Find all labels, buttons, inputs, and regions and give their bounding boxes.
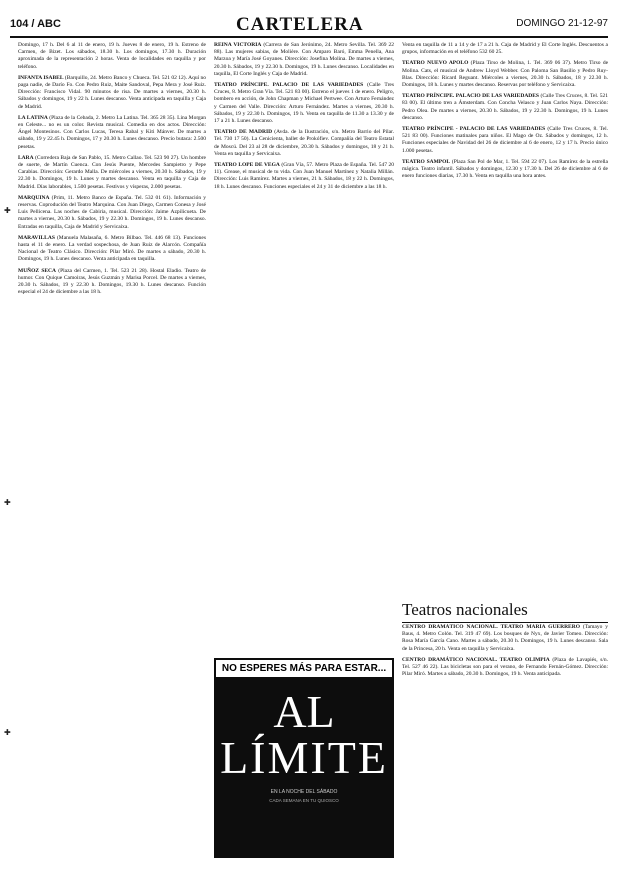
listing-entry: [402, 159, 608, 181]
listing-entry: [214, 129, 394, 158]
crop-mark: ✚: [4, 206, 11, 215]
section-heading-national-theatres: Teatros nacionales: [402, 600, 608, 623]
listing-entry: [402, 60, 608, 89]
ad-headline-word-2: LÍMITE: [220, 732, 388, 783]
venue-name: TEATRO LOPE DE VEGA: [214, 162, 280, 169]
venue-details: (Plaza San Pol de Mar, 1. Tel. 594 22 07). Los Ramírez de la estrella mágica. Teatro infantil. Sábados y domingos, 12.30 y 17.30 h. Del 26 de diciembre al 6 de enero funciones diarias, 17.30 h. Venta en taquilla una hora antes.: [402, 158, 608, 180]
crop-mark: ✚: [4, 728, 11, 737]
venue-details: (Tamayo y Baus, 4. Metro Colón. Tel. 319 47 69). Los bosques de Nyx, de Javier Tomeo. Dirección: Rosa María García Cano. Martes a sábado, 20.30 h. Domingos, 19 h. Lunes descanso. Sala de la Princesa, 20 h. Venta en taquilla y Servicaixa.: [402, 624, 608, 652]
venue-name: TEATRO PRÍNCIPE. PALACIO DE LAS VARIEDADES: [402, 93, 539, 100]
venue-details: (Carrera de San Jerónimo, 24. Metro Sevilla. Tel. 369 22 88). Las mujeres sabias, de Molière. Con Amparo Baró, Emma Penella, Ana Marzoa y María José Goyanes. Dirección: Josefina Molina. De martes a viernes, 20.30 h. Sábados, 19 y 22.30 h. Domingos, 19 h. Lunes descanso. Localidades en taquilla, El Corte Inglés y Caja de Madrid.: [214, 42, 394, 77]
listing-entry: [402, 624, 608, 653]
listing-entry: [214, 42, 394, 78]
listing-entry: [18, 195, 206, 231]
ad-footer: CADA SEMANA EN TU QUIOSCO: [269, 798, 339, 803]
venue-details: (Plaza del Carmen, 1. Tel. 523 21 28). Hostal Eladio. Teatro de humor. Con Quique Camoiras, Jesús Guzmán y Marisa Porcel. De martes a viernes, 20.30 h. Sábados, 19 y 22.30 h. Domingos, 19.30 h. Lunes descanso. Función especial el 24 de diciembre a las 18 h.: [18, 267, 206, 296]
listing-entry: [18, 75, 206, 111]
crop-mark: ✚: [4, 498, 11, 507]
venue-name: TEATRO PRÍNCIPE - PALACIO DE LAS VARIEDADES: [402, 126, 546, 133]
listing-entry: [18, 235, 206, 264]
venue-name: TEATRO NUEVO APOLO: [402, 60, 469, 67]
venue-details: Domingo, 17 h. Del 6 al 11 de enero, 19 h. Jueves 8 de enero, 19 h. Estreno de Carmen, de Bizet. Los sábados, 18.30 h. Los domingos, 17.30 h. Duración aproximada de la representación 2 horas. Venta de localidades en taquilla y por teléfono.: [18, 42, 206, 70]
venue-name: MUÑOZ SECA: [18, 267, 56, 274]
venue-details: (Prim, 11. Metro Banco de España. Tel. 532 01 61). Información y reservas. Coprodución del Teatro Marquina. Con Juan Diego, Carmen Conesa y José Luis Pellicena. Las noches de Cabiria, musical. Dirección: Jaime Azpilicueta. De martes a viernes, 20.30 h. Sábados, 19 y 22.30 h. Domingos, 19 h. Lunes descanso. Entradas en taquilla, Caja de Madrid y Servicaixa.: [18, 194, 206, 230]
venue-details: (Calle Tres Cruces, 8. Tel. 521 83 00). Funciones matinales para niños. El Mago de Oz. Sábados y domingos, 12 h. Funciones especiales de Navidad del 26 de diciembre al 6 de enero, 12 y 17 h. Precio único 1.000 pesetas.: [402, 126, 608, 154]
venue-details: (Corredera Baja de San Pablo, 15. Metro Callao. Tel. 523 90 27). Un hombre de suerte, de Martín Cuenca. Con Jesús Puente, Mercedes Sampietro y Pepe Carabias. Dirección: Gerardo Malla. De miércoles a viernes, 20.30 h. Sábados, 19 y 22.30 h. Domingos, 19 h. Lunes y martes descanso. Venta en taquilla y Caja de Madrid. Días laborables, 1.500 pesetas. Festivos y vísperas, 2.000 pesetas.: [18, 154, 206, 190]
venue-name: REINA VICTORIA: [214, 42, 262, 48]
venue-name: MARAVILLAS: [18, 234, 55, 241]
listing-column-2: [214, 42, 394, 650]
venue-details: (Plaza de la Cebada, 2. Metro La Latina. Tel. 365 28 35). Lina Morgan en Celeste... no es un color. Revista musical. Comedia en dos actos. Dirección: Ángel Montesinos. Con Carlos Lucas, Teresa Rabal y Kiti Mánver. De martes a sábado, 19 y 22.45 h. Domingos, 17 y 20.30 h. Lunes descanso. Precio butaca: 2.500 pesetas.: [18, 114, 206, 150]
listing-entry: [18, 268, 206, 297]
listing-entry: [18, 155, 206, 191]
listing-column-1: [18, 42, 206, 858]
issue-date: DOMINGO 21-12-97: [516, 18, 608, 29]
listing-column-3: [402, 42, 608, 594]
ad-headline-word-1: AL: [273, 686, 335, 737]
venue-details: (Plaza de Lavapiés, s/n. Tel. 527 46 22). Las bicicletas son para el verano, de Fernando Fernán-Gómez. Dirección: Pilar Miró. Martes a sábado, 20.30 h. Domingos, 19 h. Venta anticipada.: [402, 656, 608, 678]
venue-name: CENTRO DRAMÁTICO NACIONAL. TEATRO MARÍA GUERRERO: [402, 624, 580, 630]
ad-slogan: NO ESPERES MÁS PARA ESTAR...: [216, 660, 392, 677]
venue-details: (Calle Tres Cruces, 8. Metro Gran Vía. Tel. 521 83 00). Estreno el jueves 1 de enero. Peligro, bombero en acción, de John Chapman y Michael Pertwee. Con Arturo Fernández y Carmen del Valle. Dirección: Arturo Fernández. Martes a viernes, 20.30 h. Sábados, 19 y 22.30 h. Domingos, 19 h. Venta en taquilla de 11.30 a 13.30 y de 17 a 21 h. Lunes descanso.: [214, 82, 394, 125]
listing-entry: [18, 115, 206, 151]
venue-details: (Gran Vía, 57. Metro Plaza de España. Tel. 547 20 11). Grease, el musical de tu vida. Con Juan Manuel Martínez y Natalia Millán. Dirección: Luis Ramírez. Martes a viernes, 21 h. Sábados, 18 y 22 h. Domingos, 18 h. Lunes descanso. Funciones especiales el 24 y 31 de diciembre a las 18 h.: [214, 162, 394, 190]
listing-entry: [402, 42, 608, 56]
venue-details: (Calle Tres Cruces, 8. Tel. 521 83 00). El último tren a Ámsterdam. Con Concha Velasco y Juan Carlos Naya. Dirección: Pedro Olea. De martes a viernes, 20.30 h. Sábados, 19 y 22.30 h. Domingos, 19 h. Lunes descanso.: [402, 93, 608, 121]
listing-entry: [18, 42, 206, 71]
venue-details: Venta en taquilla de 11 a 14 y de 17 a 21 h. Caja de Madrid y El Corte Inglés. Descuentos a grupos, información en el teléfono 532 60 25.: [402, 42, 608, 56]
venue-details: (Manuela Malasaña, 6. Metro Bilbao. Tel. 446 68 13). Funciones hasta el 11 de enero. La verdad sospechosa, de Juan Ruiz de Alarcón. Compañía Nacional de Teatro Clásico. Dirección: Pilar Miró. De martes a sábado, 20.30 h. Domingos, 19 h. Lunes descanso. Venta anticipada en taquilla.: [18, 234, 206, 263]
listing-entry: [214, 162, 394, 191]
venue-name: LA LATINA: [18, 114, 48, 121]
page-number: 104 / ABC: [10, 18, 61, 30]
venue-name: TEATRO SAMPOL: [402, 158, 451, 165]
venue-name: LARA: [18, 154, 34, 161]
ad-caption: EN LA NOCHE DEL SÁBADO: [270, 789, 338, 795]
listing-entry: [214, 82, 394, 125]
venue-name: INFANTA ISABEL: [18, 74, 64, 81]
venue-details: (Avda. de la Ilustración, s/n. Metro Barrio del Pilar. Tel. 730 17 50). La Cenicienta, ballet de Prokófiev. Compañía del Teatro Estatal de Moscú. Del 23 al 28 de diciembre, 20.30 h. Sábados y domingos, 18 y 21 h. Venta en taquilla y Servicaixa.: [214, 129, 394, 157]
venue-details: (Barquillo, 24. Metro Banco y Chueca. Tel. 521 02 12). Aquí no paga nadie, de Darío Fo. Con Pedro Ruiz, Maite Sandoval, Pepa Mera y José Ruiz. Dirección: Francisco Vidal. 90 minutos de risa. De martes a viernes, 20.30 h. Sábados y domingos, 19 y 22 h. Lunes descanso. Venta anticipada en taquilla y Caja de Madrid.: [18, 74, 206, 110]
listing-column-3-national: [402, 624, 608, 858]
header-rule: [10, 36, 608, 38]
listing-entry: [402, 93, 608, 122]
venue-name: CENTRO DRAMÁTICO NACIONAL. TEATRO OLIMPIA: [402, 656, 550, 663]
venue-details: (Plaza Tirso de Molina, 1. Tel. 369 06 37). Metro Tirso de Molina. Cats, el musical de Andrew Lloyd Webber. Con Paloma San Basilio y Pedro Ruy-Blas. Dirección: Ricard Reguant. Miércoles a viernes, 20.30 h. Sábados, 18 y 22.30 h. Domingos, 18 h. Lunes y martes descanso. Reservas por teléfono y Servicaixa.: [402, 60, 608, 89]
venue-name: TEATRO DE MADRID: [214, 129, 273, 136]
venue-name: MARQUINA: [18, 194, 50, 201]
listing-entry: [402, 126, 608, 155]
page-header: [10, 14, 608, 35]
venue-name: TEATRO PRÍNCIPE. PALACIO DE LAS VARIEDADES: [214, 82, 364, 89]
section-title: CARTELERA: [236, 14, 364, 35]
listing-entry: [402, 657, 608, 679]
advertisement: [214, 658, 394, 858]
